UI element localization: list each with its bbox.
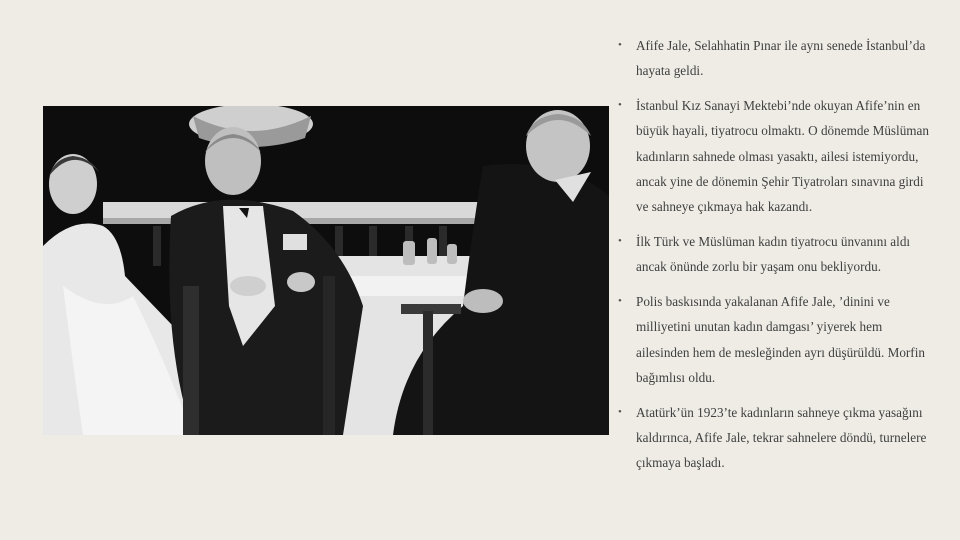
historic-photo [43, 106, 609, 435]
bullet-text: Atatürk’ün 1923’te kadınların sahneye çıkma yasağını kaldırınca, Afife Jale, tekrar sahnelere döndü, turnelere çıkmaya başladı. [636, 404, 927, 471]
bullet-list [614, 33, 934, 485]
bullet-item [614, 229, 934, 280]
bullet-item [614, 33, 934, 84]
bullet-dot-icon: • [618, 39, 622, 51]
bullet-dot-icon: • [618, 295, 622, 308]
bullet-text: Polis baskısında yakalanan Afife Jale, ’dinini ve milliyetini unutan kadın damgası’ yiyerek hem ailesinden hem de mesleğinden ayrı düşürüldü. Morfin bağımlısı oldu. [636, 294, 925, 386]
bullet-text: İstanbul Kız Sanayi Mektebi’nde okuyan Afife’nin en büyük hayali, tiyatrocu olmaktı. O dönemde Müslüman kadınların sahnede olması yasaktı, ailesi istemiyordu, ancak yine de dönemin Şehir Tiyatroları sınavına girdi ve sahneye çıkmaya hak kazandı. [636, 98, 930, 215]
bullet-dot-icon: • [618, 99, 622, 112]
historic-photo-icon [43, 106, 609, 435]
bullet-item [614, 289, 934, 390]
bullet-text: Afife Jale, Selahhatin Pınar ile aynı senede İstanbul’da hayata geldi. [636, 38, 926, 79]
bullet-dot-icon: • [618, 235, 622, 248]
bullet-text: İlk Türk ve Müslüman kadın tiyatrocu ünvanını aldı ancak önünde zorlu bir yaşam onu bekliyordu. [636, 234, 911, 275]
bullet-dot-icon: • [618, 405, 622, 418]
bullet-item [614, 400, 934, 476]
bullet-item [614, 93, 934, 219]
